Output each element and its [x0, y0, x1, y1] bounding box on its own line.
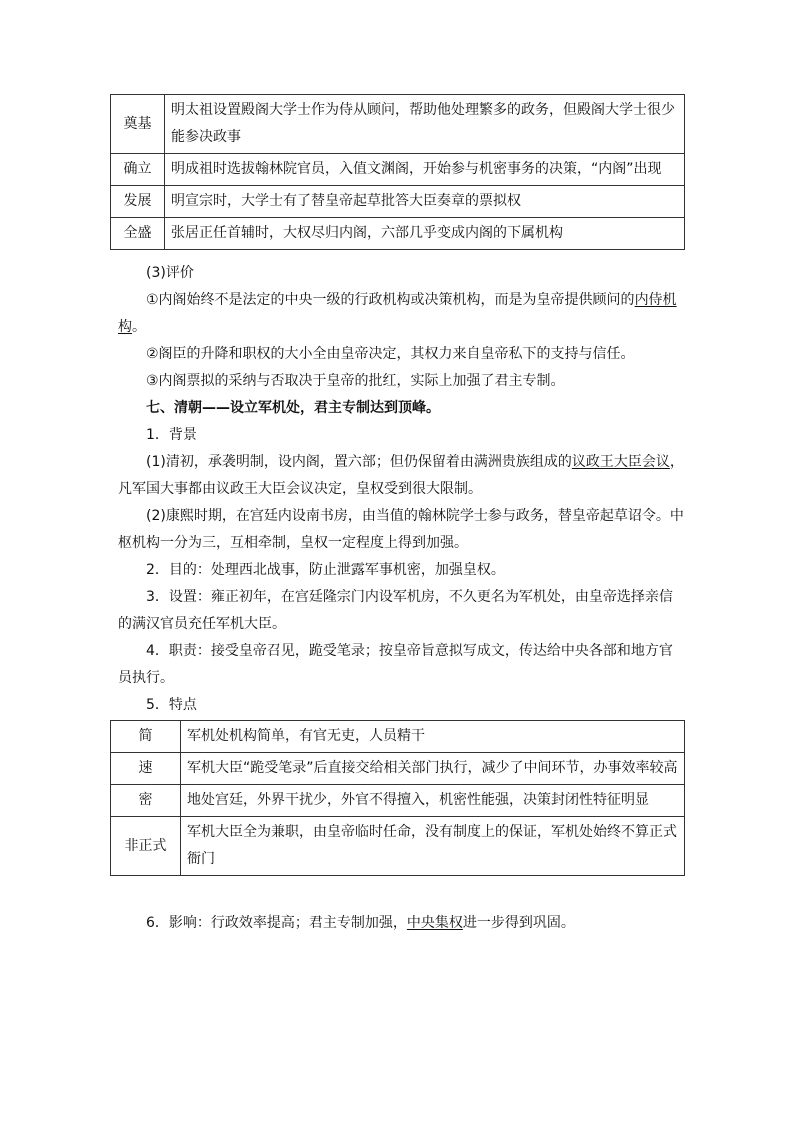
- table-row: [111, 95, 685, 154]
- table-row: [111, 186, 685, 218]
- row-text: 军机大臣全为兼职，由皇帝临时任命，没有制度上的保证，军机处始终不算正式衙门: [181, 817, 685, 876]
- row-label: 奠基: [111, 95, 165, 154]
- row-text: 军机大臣“跪受笔录”后直接交给相关部门执行，减少了中间环节，办事效率较高: [181, 753, 685, 785]
- row-label: 确立: [111, 154, 165, 186]
- row-label: 速: [111, 753, 181, 785]
- background-point-2: (2)康熙时期，在宫廷内设南书房，由当值的翰林院学士参与政务，替皇帝起草诏令。中枢机构一分为三，互相牵制，皇权一定程度上得到加强。: [118, 508, 684, 551]
- table-row: [111, 785, 685, 817]
- row-label: 发展: [111, 186, 165, 218]
- evaluation-heading: (3)评价: [146, 265, 194, 281]
- background-point-1: [118, 449, 684, 503]
- table-row: [111, 154, 685, 186]
- text: ，凡军国大事都由议政王大臣会议决定，皇权受到很大限制。: [118, 454, 684, 497]
- grand-council-features-table: [110, 720, 685, 876]
- row-text: 军机处机构简单，有官无吏，人员精干: [181, 721, 685, 753]
- row-text: 地处宫廷，外界干扰少，外官不得擅入，机密性能强，决策封闭性特征明显: [181, 785, 685, 817]
- text: (1)清初，承袭明制，设内阁，置六部；但仍保留着由满洲贵族组成的: [146, 454, 572, 470]
- underlined-term: 内侍机构: [118, 292, 677, 335]
- row-label: 简: [111, 721, 181, 753]
- underlined-term: 议政王大臣会议: [571, 454, 670, 470]
- text: 6．影响：行政效率提高；君主专制加强，: [146, 915, 407, 931]
- row-text: 明成祖时选拔翰林院官员，入值文渊阁，开始参与机密事务的决策，“内阁”出现: [165, 154, 685, 186]
- row-text: 明宣宗时，大学士有了替皇帝起草批答大臣奏章的票拟权: [165, 186, 685, 218]
- background-heading: 1．背景: [146, 427, 197, 443]
- table-row: [111, 218, 685, 250]
- row-label: 非正式: [111, 817, 181, 876]
- text: 进一步得到巩固。: [462, 915, 575, 931]
- duty-paragraph: 4．职责：接受皇帝召见，跪受笔录；按皇帝旨意拟写成文，传达给中央各部和地方官员执行。: [118, 643, 673, 686]
- table-row: [111, 753, 685, 785]
- text: 。: [132, 319, 146, 335]
- underlined-term: 中央集权: [406, 915, 463, 931]
- impact-paragraph: [118, 910, 684, 937]
- purpose-paragraph: 2．目的：处理西北战事，防止泄露军事机密，加强皇权。: [146, 562, 505, 578]
- row-text: 张居正任首辅时，大权尽归内阁，六部几乎变成内阁的下属机构: [165, 218, 685, 250]
- evaluation-point-3: ③内阁票拟的采纳与否取决于皇帝的批红，实际上加强了君主专制。: [146, 373, 565, 389]
- row-label: 全盛: [111, 218, 165, 250]
- table-row: [111, 817, 685, 876]
- setup-paragraph: 3．设置：雍正初年，在宫廷隆宗门内设军机房，不久更名为军机处，由皇帝选择亲信的满汉官员充任军机大臣。: [118, 589, 673, 632]
- evaluation-point-2: ②阁臣的升降和职权的大小全由皇帝决定，其权力来自皇帝私下的支持与信任。: [146, 346, 635, 362]
- evaluation-point-1: [118, 287, 684, 341]
- section-title: 七、清朝——设立军机处，君主专制达到顶峰。: [146, 400, 440, 416]
- table-row: [111, 721, 685, 753]
- text: ①内阁始终不是法定的中央一级的行政机构或决策机构，而是为皇帝提供顾问的: [146, 292, 635, 308]
- row-text: 明太祖设置殿阁大学士作为侍从顾问，帮助他处理繁多的政务，但殿阁大学士很少能参决政事: [165, 95, 685, 154]
- feature-heading: 5．特点: [146, 697, 197, 713]
- row-label: 密: [111, 785, 181, 817]
- ming-cabinet-table: [110, 94, 685, 250]
